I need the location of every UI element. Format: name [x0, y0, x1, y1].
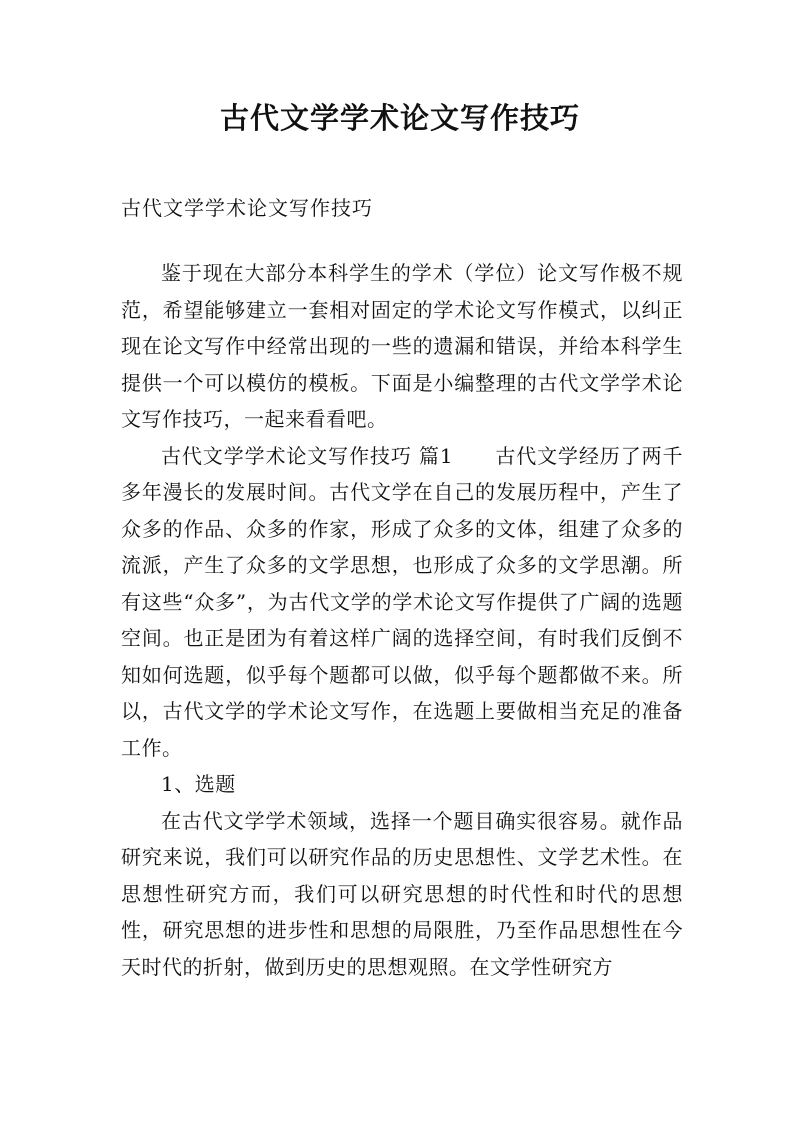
- paragraph-intro: 鉴于现在大部分本科学生的学术（学位）论文写作极不规范，希望能够建立一套相对固定的学术论文写作模式，以纠正现在论文写作中经常出现的一些的遗漏和错误，并给本科学生提供一个可以模仿的模板。下面是小编整理的古代文学学术论文写作技巧，一起来看看吧。: [121, 261, 683, 431]
- paragraph-topic-body: 在古代文学学术领域，选择一个题目确实很容易。就作品研究来说，我们可以研究作品的历史思想性、文学艺术性。在思想性研究方而，我们可以研究思想的时代性和时代的思想性，研究思想的进步性和思想的局限胜，乃至作品思想性在今天时代的折射，做到历史的思想观照。在文学性研究方: [121, 808, 683, 979]
- document-title: 古代文学学术论文写作技巧: [219, 101, 580, 135]
- document-body: [121, 255, 683, 985]
- document-subtitle: 古代文学学术论文写作技巧: [121, 196, 373, 220]
- paragraph-section-1: 古代文学学术论文写作技巧 篇1 古代文学经历了两千多年漫长的发展时间。古代文学在自己的发展历程中，产生了众多的作品、众多的作家，形成了众多的文体，组建了众多的流派，产生了众多的文学思想，也形成了众多的文学思潮。所有这些“众多”，为古代文学的学术论文写作提供了广阔的选题空间。也正是团为有着这样广阔的选择空间，有时我们反倒不知如何选题，似乎每个题都可以做，似乎每个题都做不来。所以，古代文学的学术论文写作，在选题上要做相当充足的准备工作。: [121, 443, 683, 760]
- paragraph-heading-topic: 1、选题: [161, 772, 236, 796]
